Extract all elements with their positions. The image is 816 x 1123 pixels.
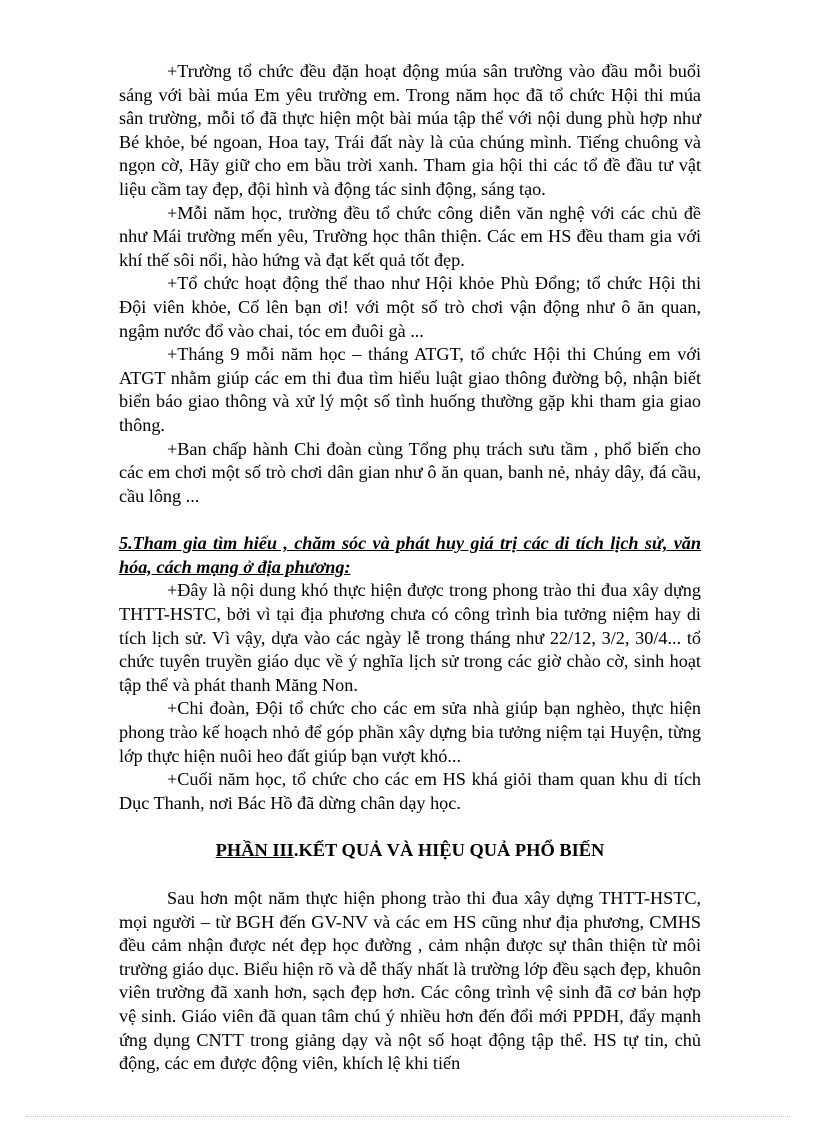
part-3-title: .KẾT QUẢ VÀ HIỆU QUẢ PHỔ BIẾN: [293, 840, 605, 861]
paragraph-results: Sau hơn một năm thực hiện phong trào thi đua xây dựng THTT-HSTC, mọi người – từ BGH đến GV-NV và các em HS cũng như địa phương, CMHS đều cảm nhận được nét đẹp học đường , cảm nhận được sự thân thiện từ môi trường giáo dục. Biểu hiện rõ và dễ thấy nhất là trường lớp đều sạch đẹp, khuôn viên trường đã xanh hơn, sạch đẹp hơn. Các công trình vệ sinh đã cơ bản hợp vệ sinh. Giáo viên đã quan tâm chú ý nhiều hơn đến đổi mới PPDH, đẩy mạnh ứng dụng CNTT trong giảng dạy và nột số hoạt động tập thể. HS tự tin, chủ động, các em được động viên, khích lệ khi tiến: [119, 888, 701, 1074]
section-5-heading: 5.Tham gia tìm hiểu , chăm sóc và phát huy giá trị các di tích lịch sử, văn hóa, cách mạng ở địa phương:: [119, 533, 701, 577]
paragraph-sports-activity: +Tổ chức hoạt động thể thao như Hội khỏe Phù Đổng; tổ chức Hội thi Đội viên khỏe, Cố lên bạn ơi! với một số trò chơi vận động như ô ăn quan, ngậm nước đổ vào chai, tóc em đuôi gà ...: [119, 273, 701, 341]
paragraph-folk-games: +Ban chấp hành Chi đoàn cùng Tổng phụ trách sưu tầm , phổ biến cho các em chơi một số trò chơi dân gian như ô ăn quan, banh nẻ, nhảy dây, đá cầu, cầu lông ...: [119, 438, 701, 506]
document-page: [119, 60, 701, 1076]
paragraph-art-performance: +Mỗi năm học, trường đều tổ chức công diễn văn nghệ với các chủ đề như Mái trường mến yêu, Trường học thân thiện. Các em HS đều tham gia với khí thế sôi nổi, hào hứng và đạt kết quả tốt đẹp.: [119, 202, 701, 270]
part-3-heading: [119, 839, 701, 863]
spacer: [119, 508, 701, 532]
paragraph-charity: +Chi đoàn, Đội tổ chức cho các em sửa nhà giúp bạn nghèo, thực hiện phong trào kế hoạch nhỏ để góp phần xây dựng bia tưởng niệm tại Huyện, từng lớp thực hiện nuôi heo đất giúp bạn vượt khó...: [119, 698, 701, 766]
spacer: [119, 863, 701, 887]
paragraph-history-education: +Đây là nội dung khó thực hiện được trong phong trào thi đua xây dựng THTT-HSTC, bởi vì tại địa phương chưa có công trình bia tưởng niệm hay di tích lịch sử. Vì vậy, dựa vào các ngày lễ trong tháng như 22/12, 3/2, 30/4... tổ chức tuyên truyền giáo dục về ý nghĩa lịch sử trong các giờ chào cờ, sinh hoạt tập thể và phát thanh Măng Non.: [119, 580, 701, 695]
page-bottom-divider: [26, 1116, 790, 1117]
paragraph-dance-activity: +Trường tổ chức đều đặn hoạt động múa sân trường vào đầu mỗi buổi sáng với bài múa Em yêu trường em. Trong năm học đã tổ chức Hội thi múa sân trường, mỗi tổ đã thực hiện một bài múa tập thể với nội dung phù hợp như Bé khỏe, bé ngoan, Hoa tay, Trái đất này là của chúng mình. Tiếng chuông và ngọn cờ, Hãy giữ cho em bầu trời xanh. Tham gia hội thi các tổ đề đầu tư vật liệu cầm tay đẹp, đội hình và động tác sinh động, sáng tạo.: [119, 61, 701, 199]
spacer: [119, 815, 701, 839]
part-3-label: PHẦN III: [215, 840, 294, 861]
paragraph-traffic-safety: +Tháng 9 mỗi năm học – tháng ATGT, tổ chức Hội thi Chúng em với ATGT nhằm giúp các em thi đua tìm hiểu luật giao thông đường bộ, nhận biết biển báo giao thông và xử lý một số tình huống thường gặp khi tham gia giao thông.: [119, 344, 701, 435]
paragraph-field-trip: +Cuối năm học, tổ chức cho các em HS khá giỏi tham quan khu di tích Dục Thanh, nơi Bác Hồ đã dừng chân dạy học.: [119, 769, 701, 813]
